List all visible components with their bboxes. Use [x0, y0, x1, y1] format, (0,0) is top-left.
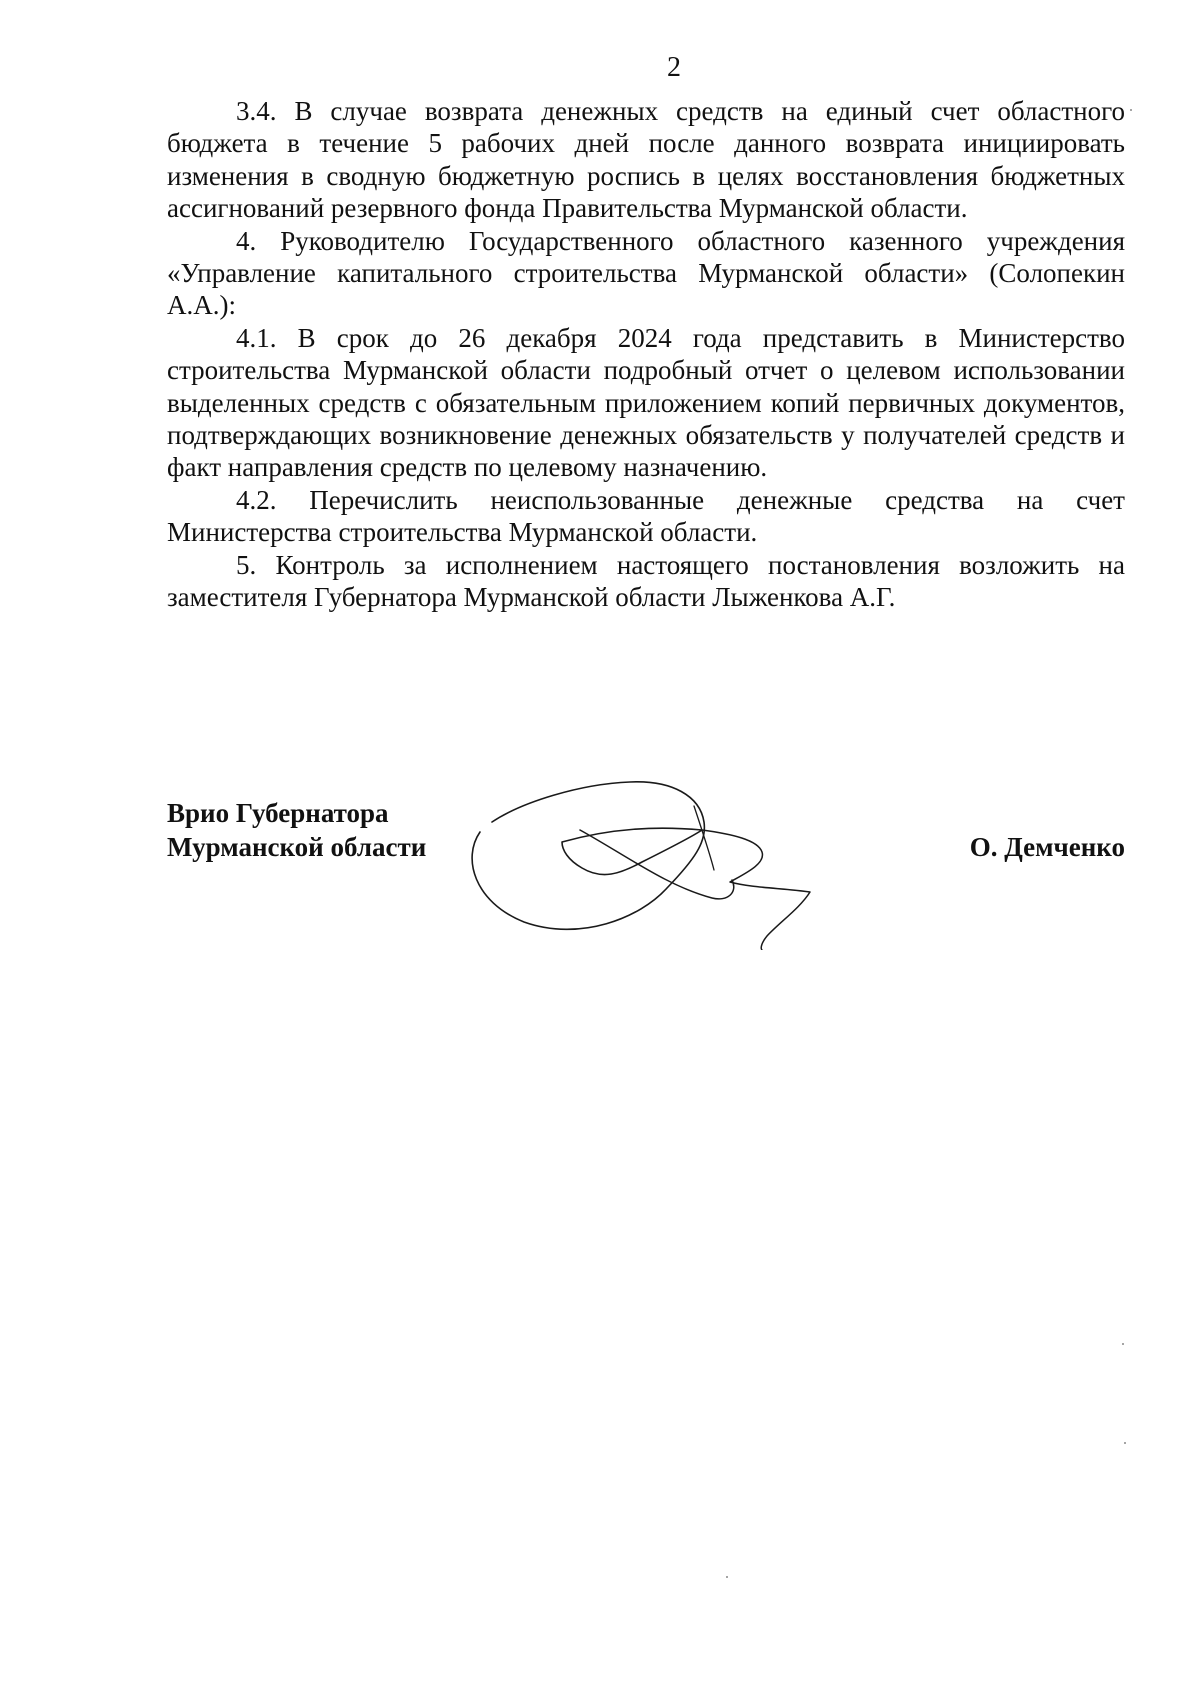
paragraph-4-1: 4.1. В срок до 26 декабря 2024 года представить в Министерство строительства Мурманской области подробный отчет о целевом использовании выделенных средств с обязательным приложением копий первичных документов, подтверждающих возникновение денежных обязательств у получателей средств и факт направления средств по целевому назначению.: [167, 322, 1125, 483]
handwritten-signature: [462, 770, 892, 950]
signatory-title-line2: Мурманской области: [167, 832, 427, 862]
paragraph-5: 5. Контроль за исполнением настоящего постановления возложить на заместителя Губернатора Мурманской области Лыженкова А.Г.: [167, 549, 1125, 613]
paragraph-4: 4. Руководителю Государственного областного казенного учреждения «Управление капитального строительства Мурманской области» (Солопекин А.А.):: [167, 225, 1125, 321]
page-number: 2: [667, 52, 681, 83]
signatory-name: О. Демченко: [969, 832, 1125, 862]
scan-speck: [1124, 1442, 1126, 1444]
scan-speck: [1122, 1343, 1124, 1345]
signatory-title-line1: Врио Губернатора: [167, 798, 389, 828]
scan-speck: [726, 1576, 728, 1578]
signatory-title: [167, 796, 426, 864]
paragraph-3-4: 3.4. В случае возврата денежных средств на единый счет областного бюджета в течение 5 рабочих дней после данного возврата инициировать изменения в сводную бюджетную роспись в целях восстановления бюджетных ассигнований резервного фонда Правительства Мурманской области.: [167, 96, 1125, 224]
paragraph-4-2: 4.2. Перечислить неиспользованные денежные средства на счет Министерства строительства Мурманской области.: [167, 484, 1125, 548]
scan-speck: [1130, 109, 1132, 111]
document-body: [167, 95, 1125, 614]
